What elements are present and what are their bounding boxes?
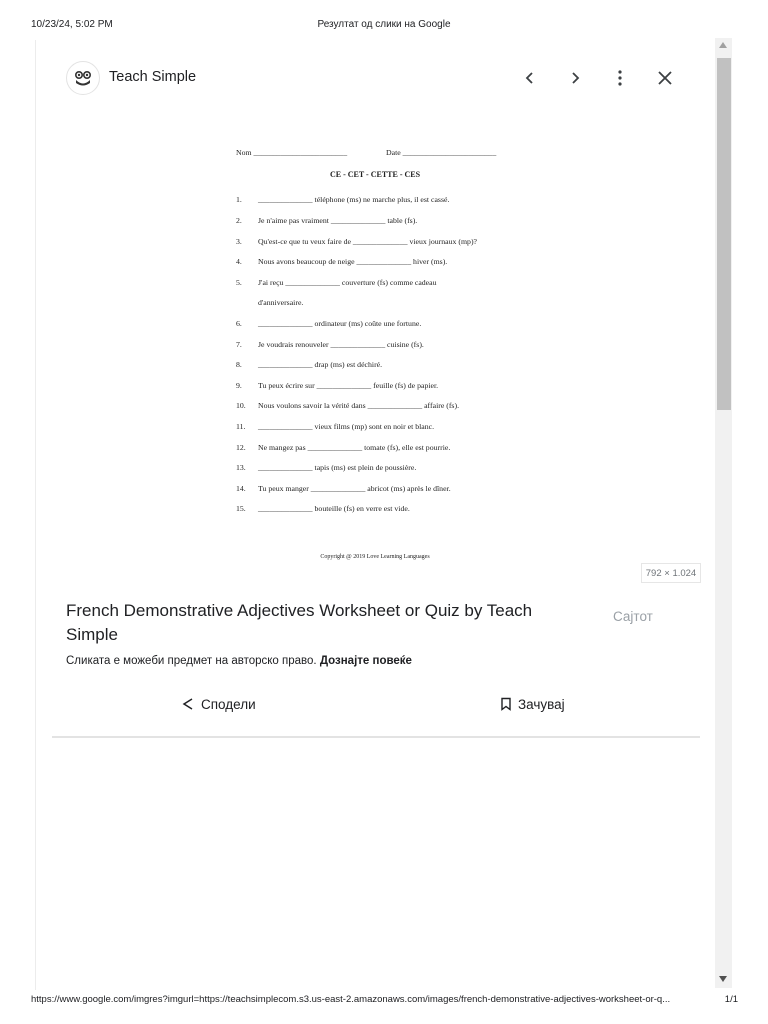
print-url: https://www.google.com/imgres?imgurl=https://teachsimplecom.s3.us-east-2.amazonaws.com/images/french-demonstrative-adjectives-worksheet-or-q... [31, 994, 671, 1005]
worksheet-item: 4. Nous avons beaucoup de neige ______________ hiver (ms). [236, 257, 448, 266]
chevron-left-icon [523, 71, 537, 85]
copyright-notice [66, 655, 412, 667]
teach-simple-logo[interactable] [66, 61, 100, 95]
worksheet-item: 5. J'ai reçu ______________ couverture (fs) comme cadeau [236, 278, 437, 287]
more-vert-icon [617, 69, 623, 87]
print-page-title: Резултат од слики на Google [317, 19, 451, 30]
worksheet-item: 8. ______________ drap (ms) est déchiré. [236, 360, 383, 369]
share-icon [181, 697, 195, 711]
chevron-right-icon [568, 71, 582, 85]
worksheet-item: 10. Nous voulons savoir la vérité dans ______________ affaire (fs). [236, 401, 460, 410]
print-footer [0, 994, 768, 1008]
worksheet-item: 12. Ne mangez pas ______________ tomate (fs), elle est pourrie. [236, 443, 451, 452]
print-header [0, 19, 768, 33]
worksheet-item: 1. ______________ téléphone (ms) ne marche plus, il est cassé. [236, 195, 450, 204]
panel-left-edge [35, 40, 36, 990]
next-button[interactable] [561, 64, 589, 92]
share-button[interactable] [181, 692, 256, 716]
scrollbar-thumb[interactable] [717, 58, 731, 410]
print-page-number: 1/1 [724, 994, 738, 1005]
worksheet-item: 9. Tu peux écrire sur ______________ feuille (fs) de papier. [236, 381, 439, 390]
bookmark-icon [500, 697, 512, 711]
learn-more-link[interactable]: Дознајте повеќе [319, 655, 412, 667]
worksheet-item: 6. ______________ ordinateur (ms) coûte une fortune. [236, 319, 422, 328]
visit-site-link[interactable]: Сајтот [613, 609, 653, 624]
scroll-down-arrow-icon[interactable] [719, 976, 727, 982]
copyright-text: Сликата е можеби предмет на авторско право. [66, 655, 317, 667]
site-name[interactable]: Teach Simple [109, 69, 197, 85]
result-title[interactable]: French Demonstrative Adjectives Worksheet or Quiz by Teach Simple [66, 601, 533, 644]
share-label: Сподели [201, 696, 256, 712]
scrollbar[interactable] [715, 38, 732, 988]
image-dimensions-badge: 792 × 1.024 [641, 563, 701, 583]
more-options-button[interactable] [606, 64, 634, 92]
close-button[interactable] [651, 64, 679, 92]
worksheet-item: 13. ______________ tapis (ms) est plein de poussière. [236, 463, 417, 472]
worksheet-nom: Nom ________________________ [236, 148, 348, 157]
worksheet-item: 11. ______________ vieux films (mp) sont en noir et blanc. [236, 422, 435, 431]
close-icon [657, 70, 673, 86]
scroll-up-arrow-icon[interactable] [719, 42, 727, 48]
viewer-header [60, 58, 700, 98]
previous-button[interactable] [516, 64, 544, 92]
worksheet-item: 2. Je n'aime pas vraiment ______________ table (fs). [236, 216, 418, 225]
worksheet-date: Date ________________________ [386, 148, 497, 157]
worksheet-item: 15. ______________ bouteille (fs) en verre est vide. [236, 504, 410, 513]
teach-simple-logo-icon [73, 68, 93, 88]
worksheet-item: 7. Je voudrais renouveler ______________ cuisine (fs). [236, 340, 424, 349]
worksheet-title: CE - CET - CETTE - CES [329, 170, 421, 179]
image-preview[interactable] [200, 128, 550, 560]
worksheet-item: 14. Tu peux manger ______________ abricot (ms) après le dîner. [236, 484, 451, 493]
print-datetime: 10/23/24, 5:02 PM [31, 19, 113, 30]
save-button[interactable] [500, 692, 565, 716]
section-divider [52, 736, 700, 738]
save-label: Зачувај [518, 696, 565, 712]
worksheet-copyright: Copyright @ 2019 Love Learning Languages [320, 554, 430, 560]
worksheet-item-continuation: d'anniversaire. [258, 298, 304, 307]
worksheet-item: 3. Qu'est-ce que tu veux faire de ______________ vieux journaux (mp)? [236, 237, 478, 246]
